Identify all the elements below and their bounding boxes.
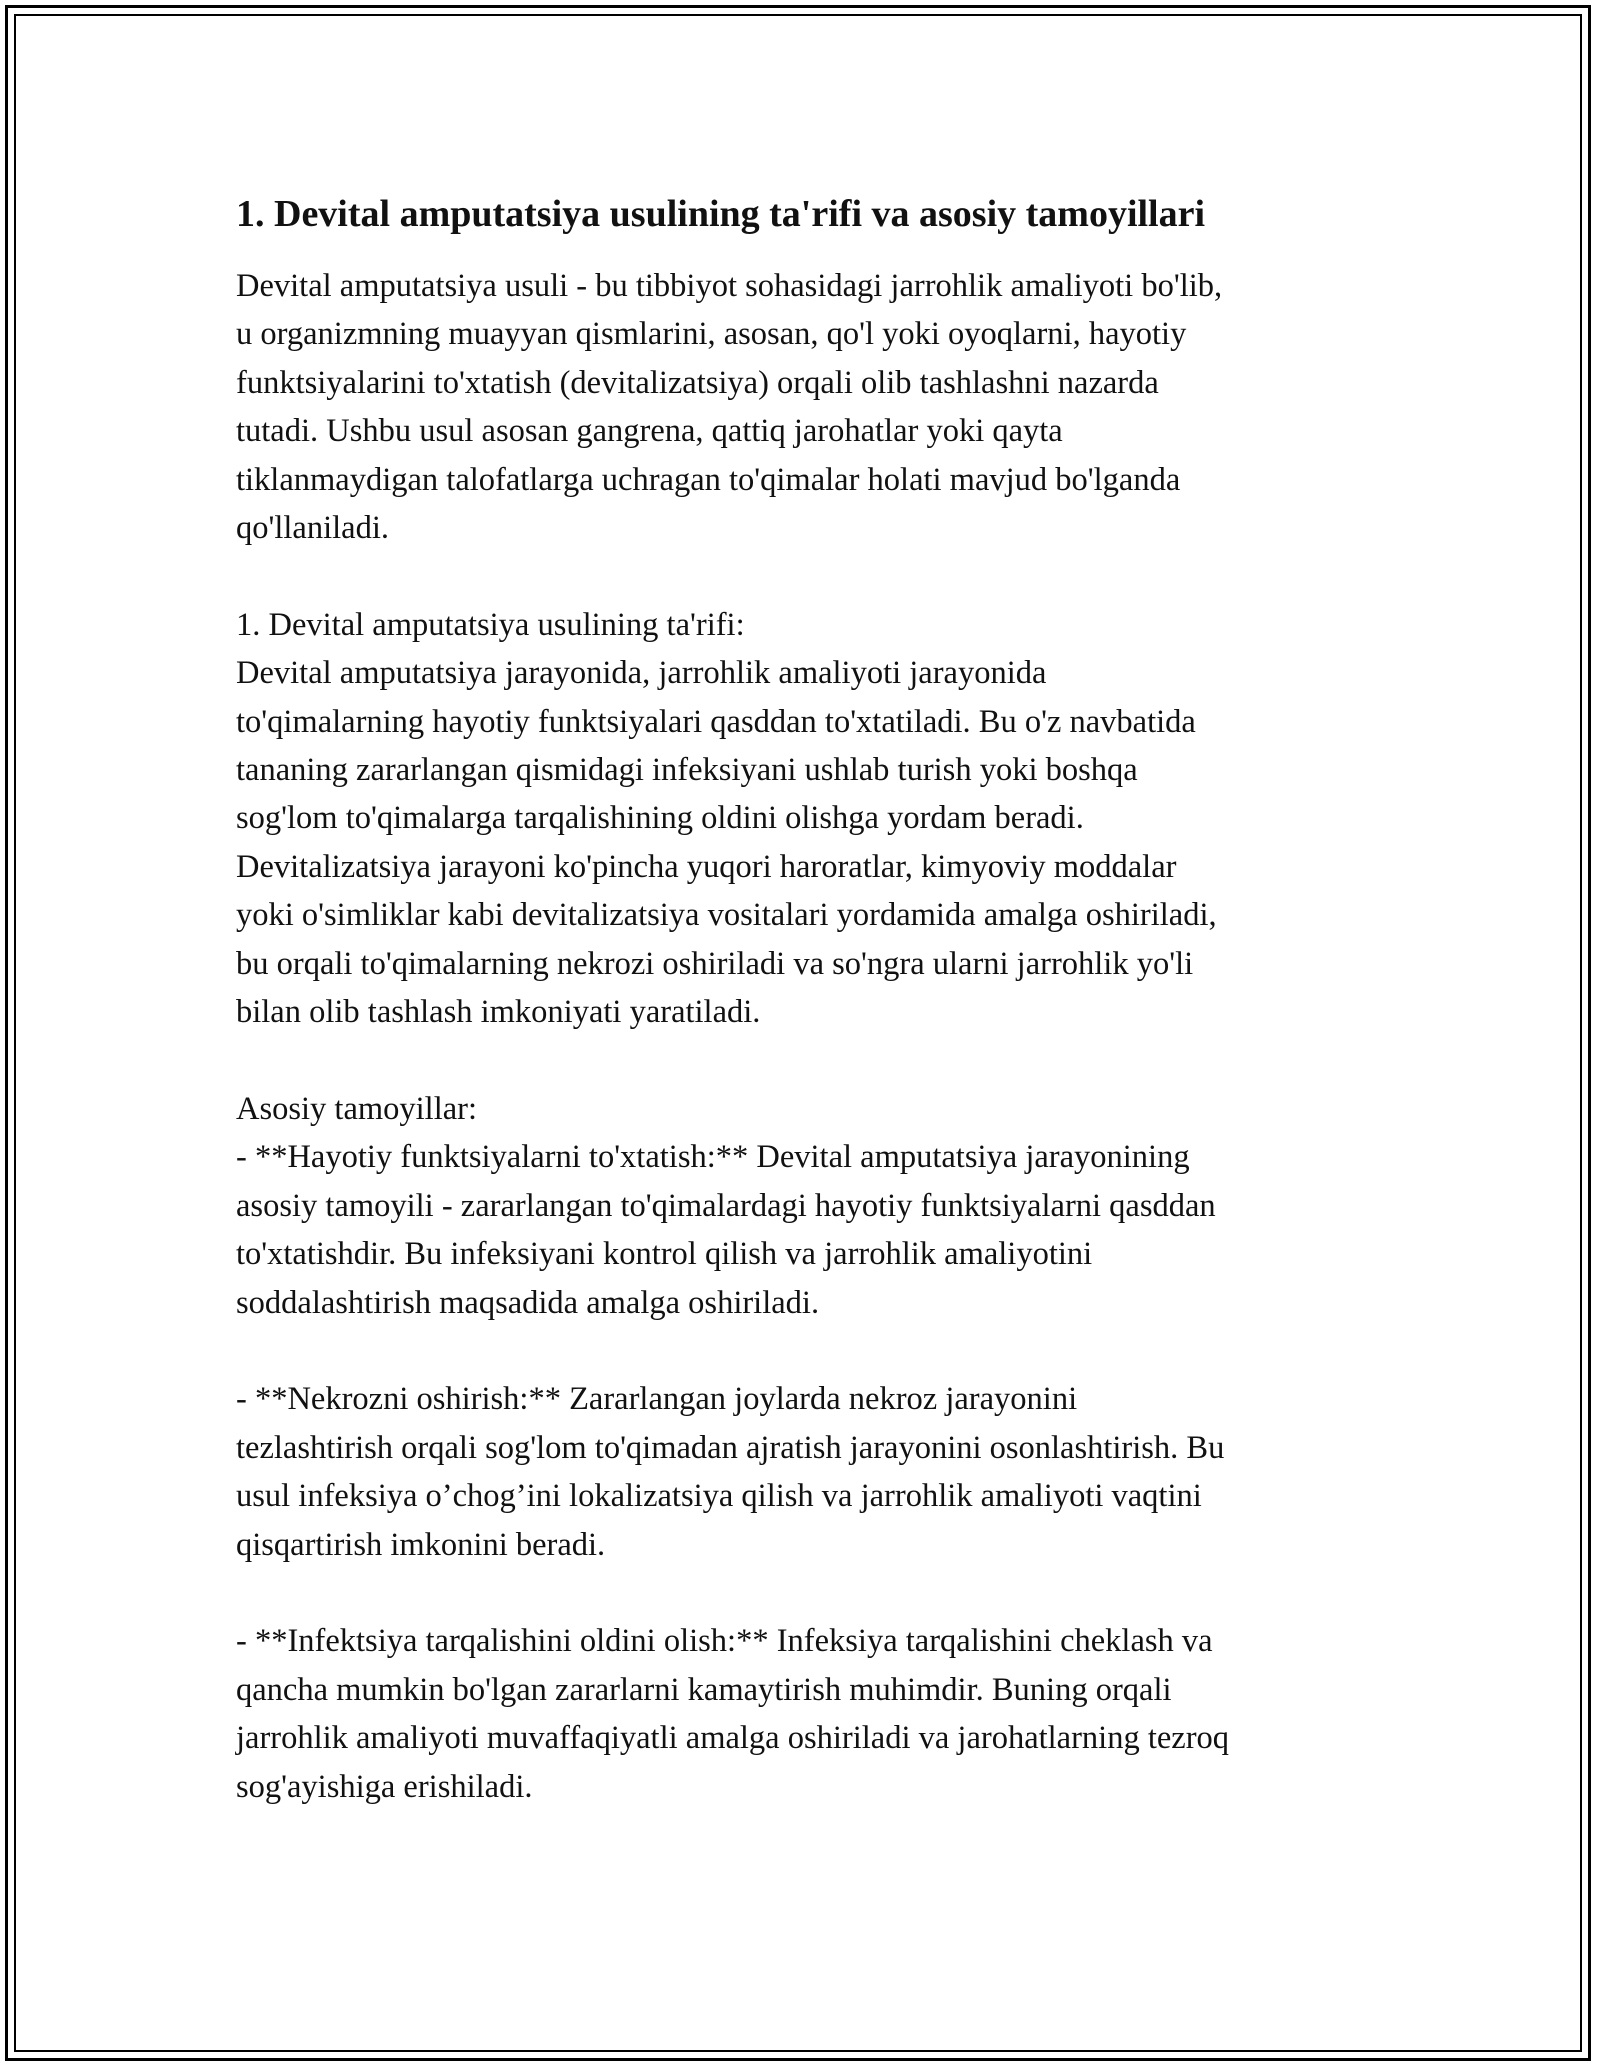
text-line: tezlashtirish orqali sog'lom to'qimadan ajratish jarayonini osonlashtirish. Bu xyxy=(236,1429,1225,1466)
text-line: tiklanmaydigan talofatlarga uchragan to'qimalar holati mavjud bo'lganda xyxy=(236,461,1181,498)
paragraph xyxy=(236,262,1366,552)
text-line: tananing zararlangan qismidagi infeksiyani ushlab turish yoki boshqa xyxy=(236,752,1138,789)
text-line: bilan olib tashlash imkoniyati yaratiladi. xyxy=(236,994,761,1031)
text-line: yoki o'simliklar kabi devitalizatsiya vositalari yordamida amalga oshiriladi, xyxy=(236,897,1217,934)
text-line: asosiy tamoyili - zararlangan to'qimalardagi hayotiy funktsiyalarni qasddan xyxy=(236,1187,1216,1224)
text-line: - **Hayotiy funktsiyalarni to'xtatish:** Devital amputatsiya jarayonining xyxy=(236,1139,1190,1176)
text-line: Devital amputatsiya usuli - bu tibbiyot sohasidagi jarrohlik amaliyoti bo'lib, xyxy=(236,268,1223,304)
paragraph xyxy=(236,1085,1366,1327)
text-line: tutadi. Ushbu usul asosan gangrena, qattiq jarohatlar yoki qayta xyxy=(236,413,1063,450)
text-line: bu orqali to'qimalarning nekrozi oshiriladi va so'ngra ularni jarrohlik yo'li xyxy=(236,945,1194,982)
text-line: Devitalizatsiya jarayoni ko'pincha yuqori haroratlar, kimyoviy moddalar xyxy=(236,848,1177,885)
text-line: Devital amputatsiya jarayonida, jarrohlik amaliyoti jarayonida xyxy=(236,655,1047,692)
document-title: 1. Devital amputatsiya usulining ta'rifi va asosiy tamoyillari xyxy=(236,193,1206,235)
text-line: to'xtatishdir. Bu infeksiyani kontrol qilish va jarrohlik amaliyotini xyxy=(236,1236,1093,1273)
text-line: sog'ayishiga erishiladi. xyxy=(236,1768,533,1805)
text-line: - **Nekrozni oshirish:** Zararlangan joylarda nekroz jarayonini xyxy=(236,1381,1078,1418)
text-line: qo'llaniladi. xyxy=(236,510,389,547)
text-line: u organizmning muayyan qismlarini, asosan, qo'l yoki oyoqlarni, hayotiy xyxy=(236,316,1187,353)
text-line: qancha mumkin bo'lgan zararlarni kamaytirish muhimdir. Buning orqali xyxy=(236,1671,1172,1708)
text-line: funktsiyalarini to'xtatish (devitalizatsiya) orqali olib tashlashni nazarda xyxy=(236,364,1159,401)
text-line: - **Infektsiya tarqalishini oldini olish:** Infeksiya tarqalishini cheklash va xyxy=(236,1623,1213,1660)
text-line: soddalashtirish maqsadida amalga oshiriladi. xyxy=(236,1284,820,1321)
paragraph xyxy=(236,1617,1366,1811)
paragraph-list xyxy=(236,262,1366,1811)
paragraph xyxy=(236,601,1366,1037)
text-line: usul infeksiya o’chog’ini lokalizatsiya qilish va jarrohlik amaliyoti vaqtini xyxy=(236,1478,1202,1515)
paragraph xyxy=(236,1375,1366,1569)
text-line: 1. Devital amputatsiya usulining ta'rifi: xyxy=(236,606,745,643)
text-line: to'qimalarning hayotiy funktsiyalari qasddan to'xtatiladi. Bu o'z navbatida xyxy=(236,703,1196,740)
text-line: Asosiy tamoyillar: xyxy=(236,1090,478,1127)
text-line: sog'lom to'qimalarga tarqalishining oldini olishga yordam beradi. xyxy=(236,800,1084,837)
text-line: qisqartirish imkonini beradi. xyxy=(236,1526,606,1563)
document-body xyxy=(236,188,1366,1811)
text-line: jarrohlik amaliyoti muvaffaqiyatli amalga oshiriladi va jarohatlarning tezroq xyxy=(236,1720,1230,1757)
